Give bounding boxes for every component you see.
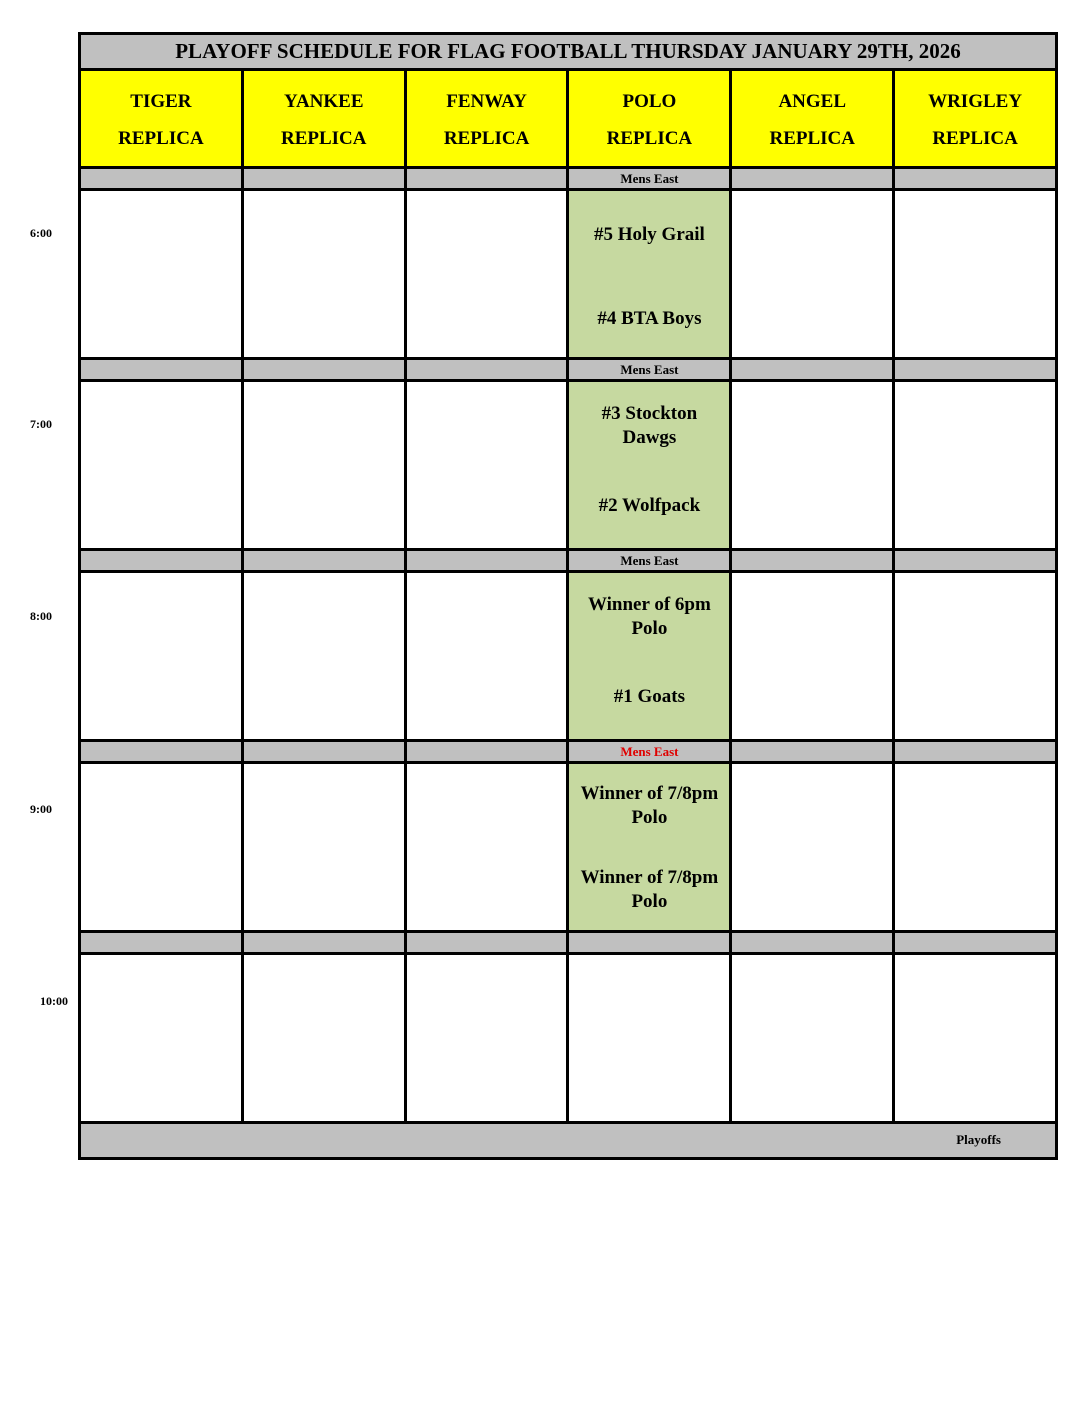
field-sub: REPLICA (280, 128, 367, 149)
time-label-7: 7:00 (30, 417, 52, 431)
empty-slot (407, 382, 567, 548)
time-label-9: 9:00 (30, 802, 52, 816)
time-label-8: 8:00 (30, 609, 52, 623)
empty-slot (732, 382, 892, 548)
division-cell (732, 933, 892, 952)
division-cell (895, 551, 1055, 570)
time-label-10: 10:00 (40, 994, 68, 1008)
division-cell (81, 742, 241, 761)
division-cell (81, 360, 241, 379)
division-cell (81, 933, 241, 952)
empty-slot (81, 955, 241, 1121)
division-cell (895, 360, 1055, 379)
field-header-row (81, 71, 1055, 166)
empty-slot (244, 573, 404, 739)
empty-slot (569, 955, 729, 1121)
footer-label: Playoffs (956, 1132, 1001, 1147)
field-header-tiger (81, 71, 241, 166)
division-cell (895, 933, 1055, 952)
empty-slot (407, 573, 567, 739)
division-label: Mens East (569, 551, 729, 570)
division-cell (895, 742, 1055, 761)
division-cell (407, 551, 567, 570)
field-name: WRIGLEY (928, 91, 1023, 112)
division-cell (407, 742, 567, 761)
time-label-6: 6:00 (30, 226, 52, 240)
empty-slot (81, 764, 241, 930)
game-slot (569, 764, 729, 930)
home-team: Winner of 6pm Polo (587, 594, 711, 639)
home-team: Winner of 7/8pm Polo (580, 783, 719, 828)
division-cell (244, 933, 404, 952)
field-sub: REPLICA (443, 128, 530, 149)
division-cell (407, 360, 567, 379)
away-team: #1 Goats (613, 686, 686, 707)
division-row (81, 930, 1055, 955)
game-slot (569, 191, 729, 357)
empty-slot (244, 191, 404, 357)
field-header-wrigley (895, 71, 1055, 166)
empty-slot (244, 764, 404, 930)
division-row (81, 548, 1055, 573)
division-row (81, 739, 1055, 764)
away-team: Winner of 7/8pm Polo (580, 867, 719, 912)
schedule-table (78, 32, 1058, 1160)
field-sub: REPLICA (118, 128, 204, 149)
empty-slot (895, 382, 1055, 548)
slot-row (81, 955, 1055, 1121)
division-cell (895, 169, 1055, 188)
division-row (81, 166, 1055, 191)
field-sub: REPLICA (606, 128, 693, 149)
empty-slot (732, 955, 892, 1121)
division-label: Mens East (569, 169, 729, 188)
empty-slot (732, 764, 892, 930)
empty-slot (407, 955, 567, 1121)
empty-slot (732, 573, 892, 739)
division-label: Mens East (569, 360, 729, 379)
field-name: TIGER (130, 91, 192, 112)
slot-row (81, 764, 1055, 930)
slot-row (81, 382, 1055, 548)
division-cell (81, 169, 241, 188)
time-column (0, 0, 78, 1408)
slot-row (81, 191, 1055, 357)
division-row (81, 357, 1055, 382)
division-cell (244, 742, 404, 761)
game-slot (569, 382, 729, 548)
field-name: POLO (622, 91, 677, 112)
schedule-title: PLAYOFF SCHEDULE FOR FLAG FOOTBALL THURSDAY JANUARY 29TH, 2026 (81, 35, 1055, 71)
empty-slot (244, 382, 404, 548)
empty-slot (895, 955, 1055, 1121)
division-cell (732, 551, 892, 570)
home-team: #3 Stockton Dawgs (601, 403, 698, 448)
division-label: Mens East (569, 742, 729, 761)
empty-slot (81, 573, 241, 739)
field-header-yankee (244, 71, 404, 166)
division-cell (407, 933, 567, 952)
field-sub: REPLICA (769, 128, 855, 149)
division-cell (244, 169, 404, 188)
division-cell (732, 169, 892, 188)
empty-slot (81, 382, 241, 548)
empty-slot (895, 764, 1055, 930)
field-header-polo (569, 71, 729, 166)
field-header-angel (732, 71, 892, 166)
division-cell (244, 551, 404, 570)
empty-slot (895, 191, 1055, 357)
empty-slot (732, 191, 892, 357)
field-name: FENWAY (446, 91, 527, 112)
field-header-fenway (407, 71, 567, 166)
footer-bar (81, 1121, 1055, 1157)
home-team: #5 Holy Grail (593, 224, 705, 245)
away-team: #2 Wolfpack (598, 495, 701, 516)
division-cell (81, 551, 241, 570)
field-name: ANGEL (778, 91, 847, 112)
field-name: YANKEE (283, 91, 364, 112)
empty-slot (244, 955, 404, 1121)
division-label (569, 933, 729, 952)
game-slot (569, 573, 729, 739)
field-sub: REPLICA (932, 128, 1018, 149)
empty-slot (81, 191, 241, 357)
division-cell (732, 742, 892, 761)
division-cell (244, 360, 404, 379)
empty-slot (407, 764, 567, 930)
away-team: #4 BTA Boys (597, 308, 702, 329)
division-cell (732, 360, 892, 379)
empty-slot (407, 191, 567, 357)
slot-row (81, 573, 1055, 739)
empty-slot (895, 573, 1055, 739)
division-cell (407, 169, 567, 188)
